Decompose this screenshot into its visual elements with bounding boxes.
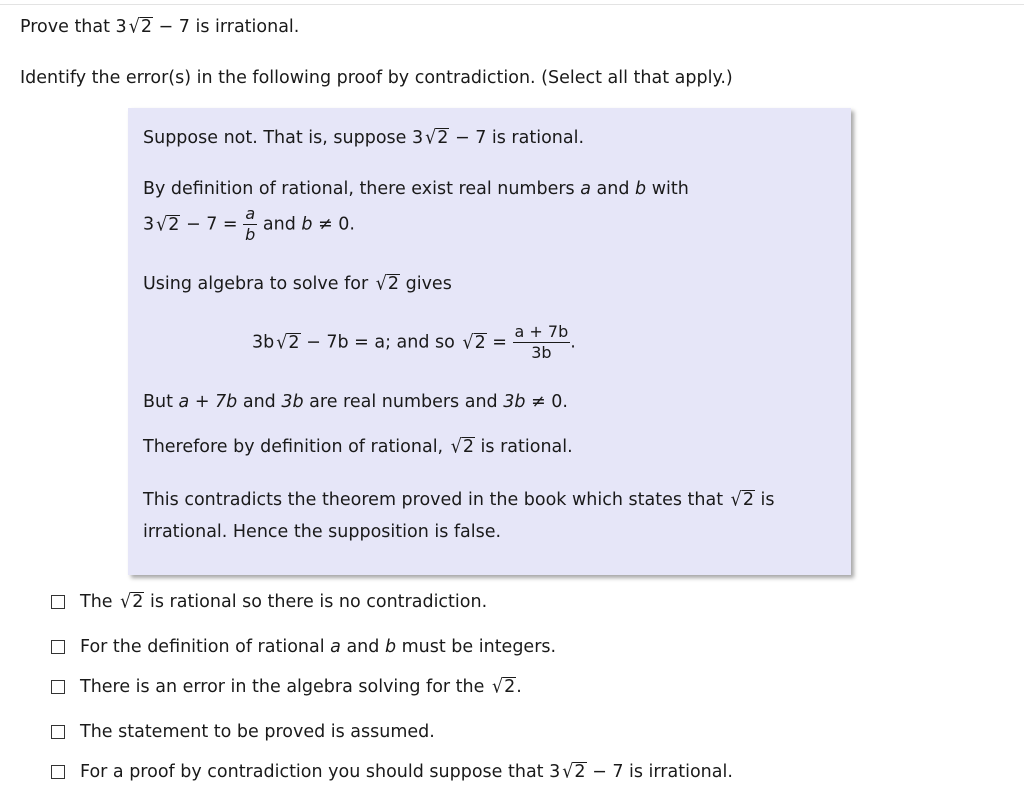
proof-line-5: But a + 7b and 3b are real numbers and 3b ≠ 0. [143, 392, 568, 412]
sqrt-symbol: √2 [425, 127, 449, 149]
option-2-checkbox[interactable] [51, 640, 65, 654]
proof-equation: 3b √2 − 7b = a; and so √2 = $\frac{a + 7b}{3b}$ . [252, 322, 576, 362]
sqrt-symbol: √2 [450, 436, 474, 458]
option-1-checkbox[interactable] [51, 595, 65, 609]
option-3-label[interactable]: There is an error in the algebra solving for the √2. [80, 676, 522, 698]
top-divider [0, 4, 1024, 5]
fraction-a-over-b: $\frac{a}{b}$ [245, 204, 256, 244]
proof-line-8: irrational. Hence the supposition is false. [143, 522, 502, 542]
option-1-label[interactable]: The √2 is rational so there is no contradiction. [80, 591, 488, 613]
fraction-sqrt2: $\frac{a + 7b}{3b}$ [514, 322, 569, 362]
proof-box [128, 108, 851, 575]
question-instruction: Identify the error(s) in the following proof by contradiction. (Select all that apply.) [20, 68, 733, 88]
sqrt-symbol: √2 [375, 273, 400, 295]
sqrt-symbol: √2 [730, 489, 754, 511]
sqrt-symbol: √2 [156, 213, 180, 236]
proof-line-6: Therefore by definition of rational, √2 is rational. [143, 436, 573, 458]
option-4-label[interactable]: The statement to be proved is assumed. [80, 722, 435, 742]
sqrt-symbol: √2 [462, 331, 486, 354]
sqrt-symbol: √2 [276, 331, 300, 354]
option-3-checkbox[interactable] [51, 680, 65, 694]
sqrt-symbol: √2 [491, 676, 516, 698]
prompt-text: Prove that 3 [20, 17, 127, 37]
proof-line-7: This contradicts the theorem proved in the book which states that √2 is [143, 489, 775, 511]
option-5-label[interactable]: For a proof by contradiction you should suppose that 3 √2 − 7 is irrational. [80, 761, 733, 783]
option-5-checkbox[interactable] [51, 765, 65, 779]
proof-line-4: Using algebra to solve for √2 gives [143, 273, 452, 295]
sqrt-symbol: √2 [120, 591, 144, 613]
prompt-text-end: − 7 is irrational. [152, 17, 300, 37]
question-prompt [20, 16, 299, 38]
proof-line-3: 3 √2 − 7 = $\frac{a}{b}$ and b ≠ 0. [143, 204, 355, 244]
sqrt-symbol: √2 [562, 761, 586, 783]
proof-line-2: By definition of rational, there exist real numbers a and b with [143, 179, 689, 199]
option-4-checkbox[interactable] [51, 725, 65, 739]
proof-line-1: Suppose not. That is, suppose 3 √2 − 7 is rational. [143, 127, 585, 149]
option-2-label[interactable]: For the definition of rational a and b must be integers. [80, 637, 557, 657]
sqrt-symbol: √2 [128, 16, 152, 38]
